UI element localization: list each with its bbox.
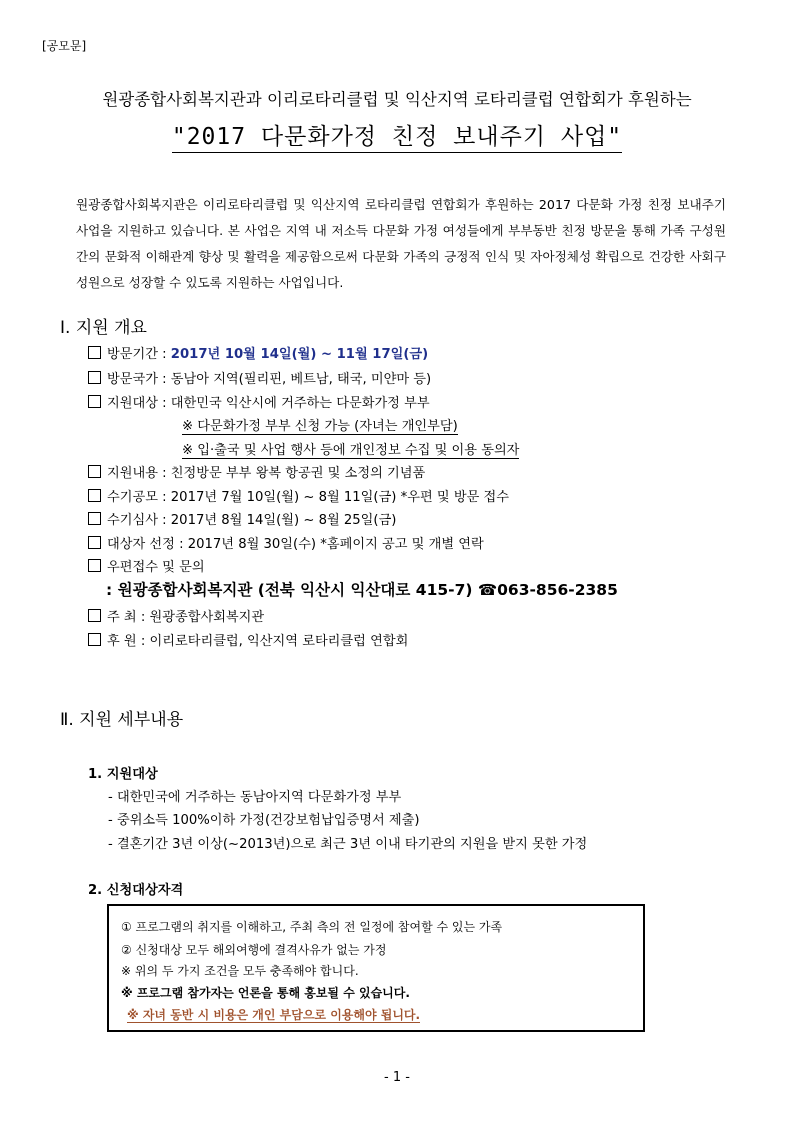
host-text: 주 최 : 원광종합사회복지관 [107, 610, 265, 625]
review-row [88, 509, 396, 528]
note-consent: ※ 입·출국 및 사업 행사 등에 개인정보 수집 및 이용 동의자 [182, 439, 519, 459]
content-text: 지원내용 : 친정방문 부부 왕복 항공권 및 소정의 기념품 [107, 466, 426, 481]
sponsor-row [88, 630, 408, 649]
eligibility-box [107, 904, 645, 1032]
host-row [88, 606, 264, 625]
sub2-heading: 2. 신청대상자격 [88, 883, 184, 898]
page-title-text: "2017 다문화가정 친정 보내주기 사업" [172, 124, 622, 153]
checkbox-icon [88, 536, 101, 549]
eligibility-line: ② 신청대상 모두 해외여행에 결격사유가 없는 가정 [121, 943, 387, 957]
intro-paragraph: 원광종합사회복지관은 이리로타리클럽 및 익산지역 로타리클럽 연합회가 후원하는 2017 다문화 가정 친정 보내주기 사업을 지원하고 있습니다. 본 사업은 지역 내 저소득 다문화 가정 여성들에게 부부동반 친정 방문을 통해 가족 구성원간의 문화적 이해관계 향상 및 활력을 제공함으로써 다문화 가족의 긍정적 인식 및 자아정체성 확립으로 건강한 사회구성원으로 성장할 수 있도록 지원하는 사업입니다. [76, 197, 726, 290]
select-row [88, 533, 484, 552]
children-cost-note: ※ 자녀 동반 시 비용은 개인 부담으로 이용해야 됩니다. [127, 1008, 421, 1022]
checkbox-icon [88, 633, 101, 646]
visit-country-text: 방문국가 : 동남아 지역(필리핀, 베트남, 태국, 미얀마 등) [107, 372, 432, 387]
list-item: - 중위소득 100%이하 가정(건강보험납입증명서 제출) [108, 813, 420, 828]
visit-period-row [88, 343, 428, 362]
sponsor-text: 후 원 : 이리로타리클럽, 익산지역 로타리클럽 연합회 [107, 634, 409, 649]
list-item: - 대한민국에 거주하는 동남아지역 다문화가정 부부 [108, 790, 402, 805]
eligibility-note-press: ※ 프로그램 참가자는 언론을 통해 홍보될 수 있습니다. [121, 986, 410, 1000]
checkbox-icon [88, 609, 101, 622]
checkbox-icon [88, 371, 101, 384]
recruit-row [88, 486, 509, 505]
target-text: 지원대상 : 대한민국 익산시에 거주하는 다문화가정 부부 [107, 396, 430, 411]
eligibility-line: ① 프로그램의 취지를 이해하고, 주최 측의 전 일정에 참여할 수 있는 가족 [121, 920, 503, 934]
eligibility-note-children [127, 1006, 420, 1023]
page-title [0, 118, 794, 151]
sub1-heading: 1. 지원대상 [88, 767, 158, 782]
checkbox-icon [88, 465, 101, 478]
select-text: 대상자 선정 : 2017년 8월 30일(수) *홈페이지 공고 및 개별 연락 [107, 537, 484, 552]
review-text: 수기심사 : 2017년 8월 14일(월) ~ 8월 25일(금) [107, 513, 397, 528]
section1-heading: Ⅰ. 지원 개요 [60, 318, 147, 338]
checkbox-icon [88, 346, 101, 359]
inquiry-row [88, 556, 205, 575]
checkbox-icon [88, 395, 101, 408]
target-row [88, 392, 430, 411]
checkbox-icon [88, 559, 101, 572]
document-tag: [공모문] [42, 39, 87, 53]
supertitle: 원광종합사회복지관과 이리로타리클럽 및 익산지역 로타리클럽 연합회가 후원하는 [102, 90, 692, 109]
contact-info: : 원광종합사회복지관 (전북 익산시 익산대로 415-7) ☎063-856-2385 [106, 581, 618, 599]
checkbox-icon [88, 489, 101, 502]
visit-period-label: 방문기간 : [107, 347, 171, 362]
content-row [88, 462, 425, 481]
list-item: - 결혼기간 3년 이상(~2013년)으로 최근 3년 이내 타기관의 지원을 받지 못한 가정 [108, 837, 588, 852]
note-couple: ※ 다문화가정 부부 신청 가능 (자녀는 개인부담) [182, 415, 458, 435]
visit-country-row [88, 368, 431, 387]
section2-heading: Ⅱ. 지원 세부내용 [60, 710, 184, 730]
checkbox-icon [88, 512, 101, 525]
inquiry-text: 우편접수 및 문의 [107, 560, 205, 575]
eligibility-note: ※ 위의 두 가지 조건을 모두 충족해야 합니다. [121, 964, 359, 978]
recruit-text: 수기공모 : 2017년 7월 10일(월) ~ 8월 11일(금) *우편 및 방문 접수 [107, 490, 509, 505]
visit-period-value: 2017년 10월 14일(월) ~ 11월 17일(금) [170, 347, 429, 362]
page-number: - 1 - [384, 1070, 410, 1085]
